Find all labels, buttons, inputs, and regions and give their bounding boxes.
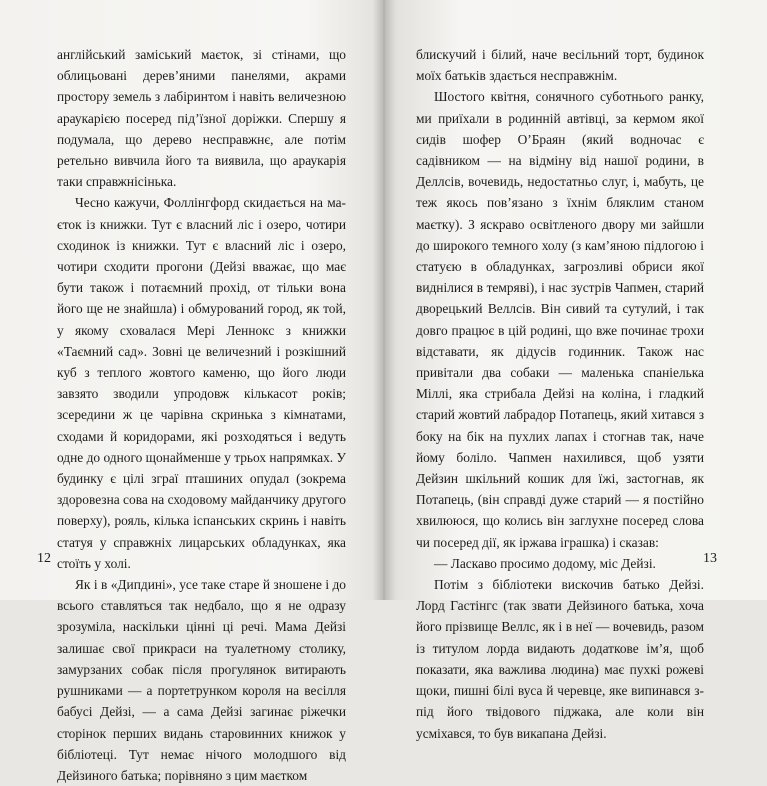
right-page-text: [416, 44, 704, 744]
paragraph: Шостого квітня, сонячного суботнього ранку, ми приїхали в родинній автівці, за кермом якої сидів шофер О’Браян (який водночас є садівником — на відміну від нашої родини, в Деллсів, вочевидь, недостатньо слуг, і, мабуть, це теж якось пов’язано з їхнім бляклим станом маєтку). З яскраво освітленого двору ми зайшли до широкого темного холу (з кам’яною підлогою і статуєю в обладунках, загрозливі обриси якої виднілися в темряві), і нас зустрів Чапмен, старий дворецький Веллсів. Він сивий та сутулий, і так довго працює в цій родині, що вже починає трохи відставати, як дідусів годинник. Також нас привітали два собаки — маленька спаніелька Міллі, яка стрибала Дейзі на коліна, і гладкий старий жовтий лабрадор Потапець, який хитався з боку на бік на пухлих лапах і стогнав так, наче йому боліло. Чапмен нахилився, щоб узяти Дейзин шкільний кошик для їжі, застогнав, як Потапець, (він справді дуже старий — я постійно хвилююся, що колись він заглухне посеред слова чи посеред дії, як іржава іграшка) і сказав:: [416, 89, 704, 550]
book-gutter-shadow: [373, 0, 395, 600]
paragraph: Чесно кажучи, Фоллінгфорд скидається на маєток із книжки. Тут є власний ліс і озеро, чотири сходинок із книжки. Тут є власний ліс і озеро, чотири сходити прогони (Дейзі вважає, що має бути також і потаємний прохід, от тільки вона його ще не знайшла) і обмурований город, як той, у якому сховалася Мері Леннокс з книжки «Таємний сад». Зовні це величезний і розкішний куб з теплого жовтого каменю, що його люди завзято зводили упродовж кількасот років; зсередини ж це чарівна скринька з кімнатами, сходами й коридорами, які розходяться і ведуть одне до одного щонайменше у трьох напрямках. У будинку є цілі зграї пташиних опудал (зокрема здоровезна сова на сходовому майданчику другого поверху), рояль, кілька іспанських скринь і навіть статуя у справжніх лицарських обладунках, яка стоїть у холі.: [57, 195, 346, 571]
paragraph: англійський заміський маєток, зі стінами, що облицьовані дерев’яними панелями, акрами простору земель з лабіринтом і навіть величезною араукарією посеред під’їзної доріжки. Спершу я подумала, що дерево несправжнє, але потім ретельно вивчила його та виявила, що араукарія таки справжнісінька.: [57, 47, 346, 190]
right-page: [383, 0, 767, 741]
page-number-right: 13: [703, 551, 717, 566]
paragraph: блискучий і білий, наче весільний торт, будинок моїх батьків здається несправжнім.: [416, 47, 704, 84]
left-page-text: [57, 44, 346, 786]
left-page: [0, 0, 383, 783]
paragraph: Як і в «Дипдині», усе таке старе й зношене і до всього ставляться так недбало, що я не одразу зрозуміла, наскільки цінні ці речі. Мама Дейзі залишає свої прикраси на туалетному столику, замурзаних собак після прогулянок витирають рушниками — а портетрунком короля на весілля бабусі Дейзі, — а сама Дейзі загинає ріжечки сторінок перших видань старовинних книжок у бібліотеці. Тут немає нічого молодшого від Дейзиного батька; порівняно з цим маєтком: [57, 577, 346, 783]
paragraph: Потім з бібліотеки вискочив батько Дейзі. Лорд Гастінгс (так звати Дейзиного батька, хоча його прізвище Веллс, як і в неї — вочевидь, разом із титулом лорда видають додаткове ім’я, щоб показати, яка важлива людина) має пухкі рожеві щоки, пишні білі вуса й черевце, яке випинався з-під його твідового піджака, але коли він усміхався, то був викапана Дейзі.: [416, 577, 704, 741]
paragraph: — Ласкаво просимо додому, міс Дейзі.: [434, 555, 656, 571]
page-number-left: 12: [37, 551, 51, 566]
